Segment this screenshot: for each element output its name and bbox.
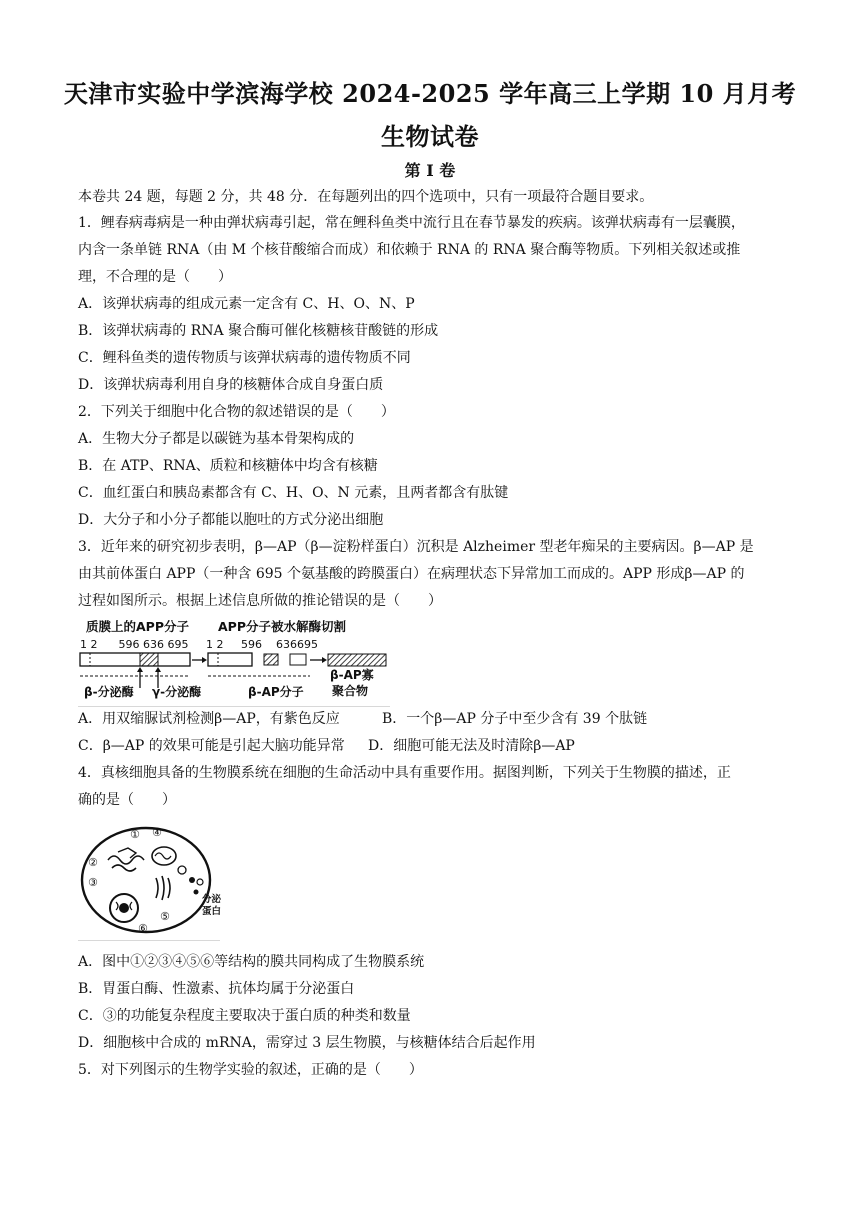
exam-subject: 生物试卷 [381, 122, 479, 151]
q5-stem: 5．对下列图示的生物学实验的叙述，正确的是（ ） [78, 1062, 423, 1078]
label-1: ① [130, 828, 140, 841]
q4-option-d: D．细胞核中合成的 mRNA，需穿过 3 层生物膜，与核糖体结合后起作用 [78, 1035, 536, 1051]
q1-option-a: A．该弹状病毒的组成元素一定含有 C、H、O、N、P [78, 296, 415, 312]
q2-option-a: A．生物大分子都是以碳链为基本骨架构成的 [78, 431, 355, 447]
q4-option-b: B．胃蛋白酶、性激素、抗体均属于分泌蛋白 [78, 981, 355, 997]
fig-beta-secretase: β-分泌酶 [84, 685, 134, 699]
q3-option-c: C．β—AP 的效果可能是引起大脑功能异常 [78, 738, 345, 754]
figure-divider-2 [78, 940, 220, 941]
fig-oligomer-line-1: β-AP寡 [330, 668, 374, 682]
secretory-vesicle [197, 879, 203, 885]
instructions: 本卷共 24 题，每题 2 分，共 48 分．在每题列出的四个选项中，只有一项最符合题目要求。 [78, 189, 654, 205]
q2-option-c: C．血红蛋白和胰岛素都含有 C、H、O、N 元素，且两者都含有肽键 [78, 485, 509, 501]
part-heading: 第 I 卷 [404, 161, 456, 180]
exam-title: 天津市实验中学滨海学校 2024-2025 学年高三上学期 10 月月考 [63, 79, 797, 108]
label-secretory-2: 蛋白 [202, 906, 222, 917]
fig-gamma-secretase: γ-分泌酶 [152, 685, 202, 699]
fig-nums-right: 1 2 596 636695 [206, 638, 318, 651]
q3-option-b: B．一个β—AP 分子中至少含有 39 个肽链 [382, 711, 648, 727]
q3-stem-line-2: 由其前体蛋白 APP（一种含 695 个氨基酸的跨膜蛋白）在病理状态下异常加工而成的。APP 形成β—AP 的 [78, 566, 745, 582]
c-terminal-fragment [290, 654, 306, 665]
q1-stem-line-1: 1．鲤春病毒病是一种由弹状病毒引起，常在鲤科鱼类中流行且在春节暴发的疾病。该弹状病毒有一层囊膜， [78, 215, 745, 231]
fig-oligomer-line-2: 聚合物 [332, 684, 369, 698]
q4-option-c: C．③的功能复杂程度主要取决于蛋白质的种类和数量 [78, 1008, 411, 1024]
q2-option-d: D．大分子和小分子都能以胞吐的方式分泌出细胞 [78, 512, 384, 528]
label-secretory-1: 分泌 [202, 894, 222, 905]
fig-nums-left: 1 2 596 636 695 [80, 638, 189, 651]
q4-option-a: A．图中①②③④⑤⑥等结构的膜共同构成了生物膜系统 [78, 954, 425, 970]
label-5: ⑤ [160, 910, 170, 923]
label-2: ② [88, 856, 98, 869]
fig-beta-ap-molecule: β-AP分子 [248, 685, 304, 699]
q1-option-d: D．该弹状病毒利用自身的核糖体合成自身蛋白质 [78, 377, 384, 393]
q2-stem: 2．下列关于细胞中化合物的叙述错误的是（ ） [78, 404, 395, 420]
beta-ap-oligomer [328, 654, 386, 666]
q3-stem-line-1: 3．近年来的研究初步表明，β—AP（β—淀粉样蛋白）沉积是 Alzheimer 型老年痴呆的主要病因。β—AP 是 [78, 539, 754, 555]
fig-label-app: 质膜上的APP分子 [86, 619, 189, 634]
q1-option-c: C．鲤科鱼类的遗传物质与该弹状病毒的遗传物质不同 [78, 350, 411, 366]
beta-ap-fragment [264, 654, 278, 665]
q3-option-a: A．用双缩脲试剂检测β—AP，有紫色反应 [78, 711, 340, 727]
beta-ap-segment [140, 653, 158, 666]
q1-option-b: B．该弹状病毒的 RNA 聚合酶可催化核糖核苷酸链的形成 [78, 323, 439, 339]
n-terminal-fragment [208, 653, 252, 666]
label-4: ④ [152, 826, 162, 839]
q4-stem-line-2: 确的是（ ） [78, 792, 176, 808]
app-cleavage-figure [78, 616, 394, 704]
q3-option-d: D．细胞可能无法及时清除β—AP [368, 738, 575, 754]
label-3: ③ [88, 876, 98, 889]
figure-divider [78, 706, 390, 707]
app-molecule-bar [80, 653, 190, 666]
q3-stem-line-3: 过程如图所示。根据上述信息所做的推论错误的是（ ） [78, 593, 442, 609]
cell-figure [78, 822, 224, 936]
q1-stem-line-2: 内含一条单链 RNA（由 M 个核苷酸缩合而成）和依赖于 RNA 的 RNA 聚合酶等物质。下列相关叙述或推 [78, 242, 741, 258]
fig-label-cut: APP分子被水解酶切割 [218, 619, 346, 634]
q1-stem-line-3: 理，不合理的是（ ） [78, 269, 232, 285]
q2-option-b: B．在 ATP、RNA、质粒和核糖体中均含有核糖 [78, 458, 378, 474]
q4-stem-line-1: 4．真核细胞具备的生物膜系统在细胞的生命活动中具有重要作用。据图判断，下列关于生物膜的描述，正 [78, 765, 731, 781]
label-6: ⑥ [138, 922, 148, 935]
